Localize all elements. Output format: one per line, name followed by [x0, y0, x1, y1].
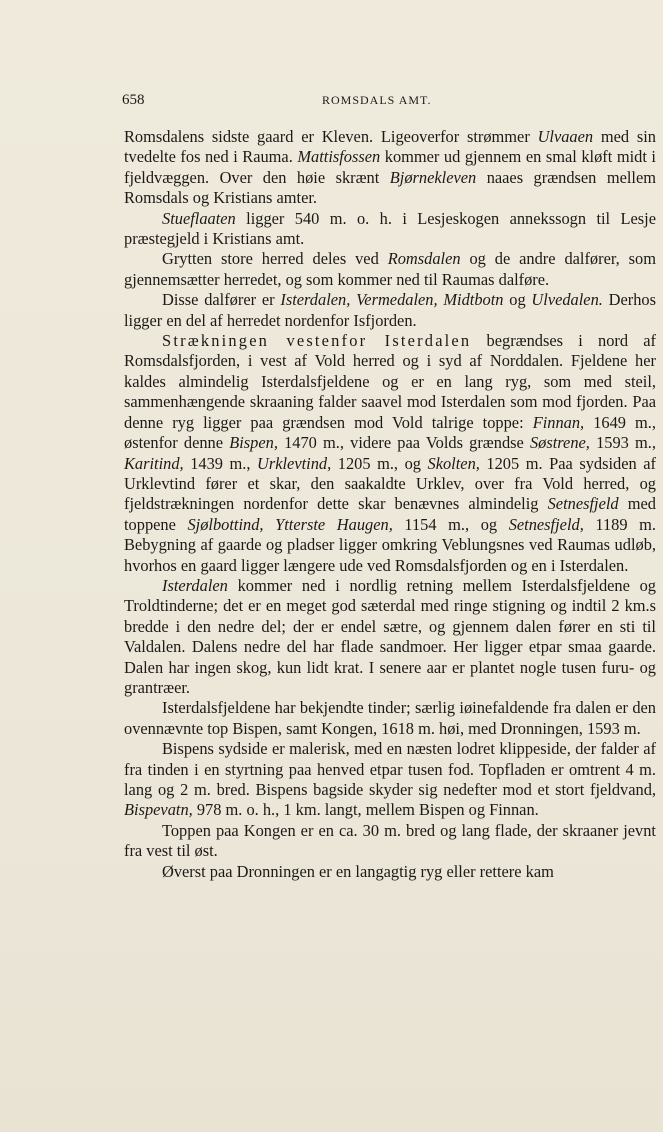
italic-term: Skolten,	[427, 453, 480, 473]
italic-term: Stueflaaten	[162, 208, 236, 228]
text-run: og	[503, 290, 532, 310]
text-run: ligger 540 m. o. h. i Lesjeskogen annekssogn til Lesje præstegjeld i Kristians amt.	[124, 208, 656, 249]
italic-term: Mattisfossen	[297, 147, 381, 167]
text-run: Grytten store herred deles ved	[162, 249, 388, 269]
text-run: og de andre dalfører, som gjennemsætter herredet, og som kommer ned til Raumas dalføre.	[124, 249, 656, 289]
italic-term: Bispevatn,	[124, 800, 193, 820]
paragraph	[124, 127, 656, 209]
paragraph	[124, 739, 656, 821]
page-number: 658	[122, 92, 145, 108]
paragraph	[124, 698, 656, 739]
italic-term: Ulvaaen	[537, 127, 594, 146]
text-run: Øverst paa Dronningen er en langagtig ryg eller rettere kam	[162, 861, 554, 881]
page-header	[122, 92, 650, 112]
text-run: Disse dalfører er	[162, 290, 281, 310]
running-head: ROMSDALS AMT.	[322, 93, 432, 107]
text-run: 1593 m.,	[589, 433, 656, 453]
italic-term: Setnesfjeld,	[508, 514, 584, 534]
text-run: 1649 m., østenfor denne	[124, 412, 657, 453]
italic-term: Romsdalen	[387, 249, 461, 269]
text-run: 1205 m., og	[331, 453, 428, 473]
text-run: 1205 m. Paa sydsiden af Urklevtind fører et skar, den saakaldte Urklev, over fra Vold herred, og fjeldstrækningen nordenfor dette skar benævnes almindelig	[124, 453, 656, 514]
text-run: naaes grændsen mellem Romsdals og Kristians amter.	[124, 167, 656, 208]
text-run: kommer ned i nordlig retning mellem Isterdalsfjeldene og Troldtinderne; det er en meget god sæterdal med ringe stigning og indtil 2 km.s bredde i den nedre del; der er endel sætre, og gjennem dalen fører en sti til Valdalen. Dalens nedre del har flade sandmoer. Her ligger etpar smaa gaarde. Dalen har ingen skog, kun lidt krat. I senere aar er plantet nogle tusen furu- og grantræer.	[124, 575, 656, 697]
text-run: med toppene	[124, 494, 656, 534]
italic-term: Bjørnekleven	[389, 167, 477, 187]
italic-term: Setnesfjeld	[547, 494, 619, 514]
paragraph	[124, 821, 656, 862]
text-run: 1189 m. Bebygning af gaarde og pladser ligger omkring Veblungsnes ved Raumas udløb, hvorhos en gaard ligger længere ude ved Romsdalsfjorden og en i Isterdalen.	[124, 514, 657, 575]
text-run: 1470 m., videre paa Volds grændse	[277, 433, 530, 453]
italic-term: Bispen,	[229, 433, 278, 453]
text-run: Isterdalsfjeldene har bekjendte tinder; særlig iøinefaldende fra dalen er den ovennævnte top Bispen, samt Kongen, 1618 m. høi, med Dronningen, 1593 m.	[124, 698, 656, 738]
paragraph	[124, 249, 656, 290]
text-run: med sin tvedelte fos ned i Rauma.	[124, 127, 656, 167]
italic-term: Sjølbottind, Ytterste Haugen,	[187, 514, 393, 534]
paragraph	[124, 209, 656, 250]
text-run: Derhos ligger en del af herredet nordenfor Isfjorden.	[124, 290, 656, 330]
paragraph	[124, 331, 656, 576]
text-run: Bispens sydside er malerisk, med en næsten lodret klippeside, der falder af fra tinden i en styrtning paa henved etpar tusen fod. Topfladen er omtrent 4 m. lang og 2 m. bred. Bispens bagside skyder sig nedefter mod et stort fjeldvand,	[124, 739, 656, 799]
paragraph	[124, 290, 656, 331]
text-run: 978 m. o. h., 1 km. langt, mellem Bispen og Finnan.	[192, 800, 539, 820]
italic-term: Søstrene,	[529, 433, 590, 453]
italic-term: Isterdalen	[162, 575, 228, 595]
italic-term: Karitind,	[124, 453, 184, 473]
text-run: Toppen paa Kongen er en ca. 30 m. bred og lang flade, der skraaner jevnt fra vest til øst.	[124, 820, 656, 861]
italic-term: Finnan,	[532, 412, 585, 432]
body-text	[124, 127, 656, 882]
paragraph	[124, 862, 656, 882]
text-run: kommer ud gjennem en smal kløft midt i fjeldvæggen. Over den høie skrænt	[124, 147, 656, 187]
italic-term: Urklevtind,	[257, 453, 332, 473]
paragraph	[124, 576, 656, 698]
italic-term: Ulvedalen.	[531, 290, 603, 310]
text-run: 1154 m., og	[392, 514, 509, 534]
text-run: 1439 m.,	[183, 453, 258, 473]
spaced-heading: Strækningen vestenfor Isterdalen	[162, 331, 472, 351]
italic-term: Isterdalen, Vermedalen, Midtbotn	[280, 290, 504, 310]
text-run: Romsdalens sidste gaard er Kleven. Ligeoverfor strømmer	[124, 127, 538, 146]
text-run: begrændses i nord af Romsdalsfjorden, i vest af Vold herred og i syd af Norddalen. Fjeldene her kaldes almindelig Isterdalsfjeldene og er en lang ryg, som med steil, sammenhængende skraaning falder saavel mod Isterdalen som mod fjorden. Paa denne ryg ligger paa grændsen mod Vold talrige toppe:	[124, 331, 656, 432]
